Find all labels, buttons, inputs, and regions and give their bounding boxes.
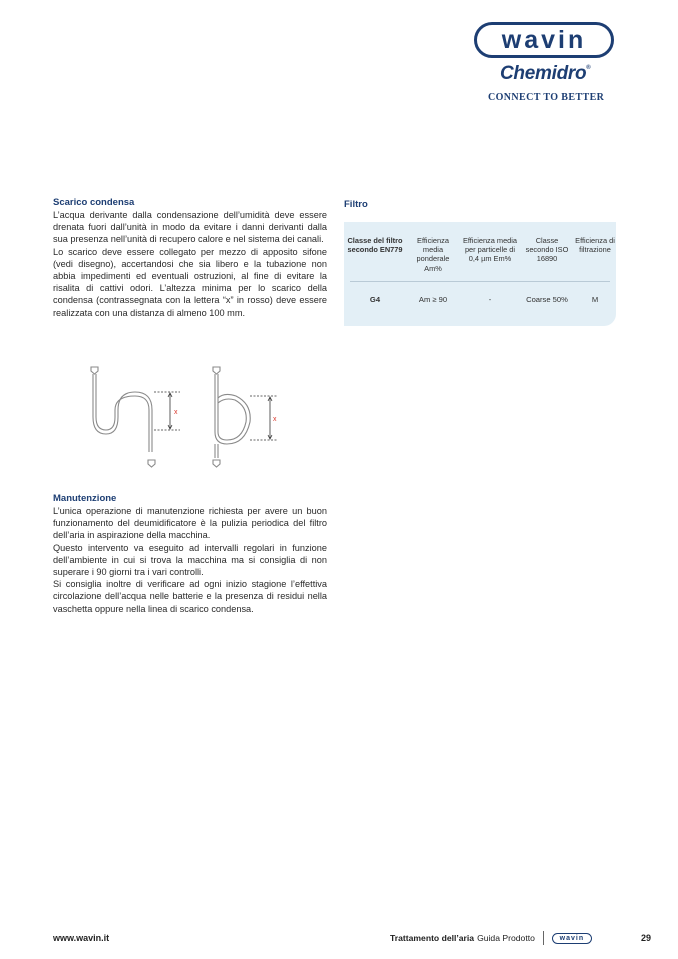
footer-url[interactable]: www.wavin.it — [53, 933, 110, 943]
section-manutenzione — [53, 493, 327, 615]
table-cell: - — [488, 295, 492, 304]
siphon-diagram — [82, 362, 302, 472]
footer-subtitle: Guida Prodotto — [477, 933, 535, 943]
table-cell: G4 — [369, 295, 381, 304]
footer-title: Trattamento dell’aria — [390, 933, 475, 943]
filtro-title: Filtro — [344, 199, 368, 210]
siphon-loop-pipe-inner — [218, 374, 246, 440]
siphon-loop-pipe-outer — [215, 374, 250, 444]
manutenzione-paragraph-1: L’unica operazione di manutenzione richiesta per avere un buon funzionamento del deumidificatore è la pulizia periodica del filtro dell’aria in aspirazione della macchina. — [53, 506, 327, 541]
table-header-cell: Efficienza media per particelle di 0,4 µm Em% — [462, 236, 518, 264]
table-header-cell: Classe secondo ISO 16890 — [525, 236, 569, 264]
table-divider — [350, 281, 610, 282]
arrow-bottom-left — [148, 460, 155, 467]
scarico-paragraph-2: Lo scarico deve essere collegato per mezzo di apposito sifone (vedi disegno), accertandosi che sia libero e la tubazione non abbia impedimenti ed eventuali ostruzioni, al fine di evitare la risalita di cattivi odori. L’altezza minima per lo scarico della condensa (contrassegnata con la lettera “x” in rosso) deve essere realizzata con una distanza di almeno 100 mm. — [53, 246, 327, 318]
table-header-cell: Classe del filtro secondo EN779 — [347, 236, 403, 255]
chemidro-logo-text: Chemidro — [500, 63, 587, 84]
footer-logo-text: wavin — [559, 934, 585, 942]
registered-mark: ® — [586, 65, 591, 71]
footer-separator — [543, 931, 544, 945]
table-cell: M — [591, 295, 599, 304]
manutenzione-heading: Manutenzione — [53, 493, 117, 504]
scarico-paragraph-1: L’acqua derivante dalla condensazione dell’umidità deve essere drenata fuori dall’unità in modo da evitare i danni derivanti dalla sua presenza nell’unità di recupero calore e nel sistema dei canali. — [53, 210, 327, 245]
siphon-s-pipe-inner — [96, 374, 149, 452]
footer-wavin-logo — [552, 933, 592, 944]
siphon-s-pipe-outer — [93, 374, 152, 452]
table-cell: Am ≥ 90 — [418, 295, 448, 304]
arrow-bottom-right — [213, 460, 220, 467]
chemidro-logo — [500, 63, 590, 85]
arrow-top-right — [213, 367, 220, 374]
section-scarico-condensa — [53, 197, 327, 319]
dim-label-x-left: x — [174, 409, 178, 416]
page-number: 29 — [641, 933, 652, 943]
wavin-chemidro-logo — [474, 22, 616, 103]
scarico-heading: Scarico condensa — [53, 197, 135, 208]
filtro-table — [344, 222, 616, 326]
wavin-logo — [474, 22, 614, 58]
wavin-logo-text: wavin — [501, 25, 587, 54]
table-header-cell: Efficienza di filtrazione — [575, 236, 615, 255]
manutenzione-paragraph-2: Questo intervento va eseguito ad intervalli regolari in funzione dell’ambiente in cui si trova la macchina ma si consiglia di non superare i 90 giorni tra i vari controlli. — [53, 542, 327, 578]
manutenzione-paragraph-3: Si consiglia inoltre di verificare ad ogni inizio stagione l’effettiva circolazione dell’acqua nelle batterie e la presenza di residui nella vaschetta oppure nella linea di scarico condensa. — [53, 579, 327, 614]
dim-label-x-right: x — [273, 416, 277, 423]
tagline: CONNECT TO BETTER — [488, 92, 605, 103]
table-header-cell: Efficienza media ponderale Am% — [416, 236, 450, 273]
footer-doc-info — [390, 931, 592, 945]
table-cell: Coarse 50% — [526, 295, 568, 304]
filtro-table-grid — [344, 222, 616, 304]
arrow-top-left — [91, 367, 98, 374]
